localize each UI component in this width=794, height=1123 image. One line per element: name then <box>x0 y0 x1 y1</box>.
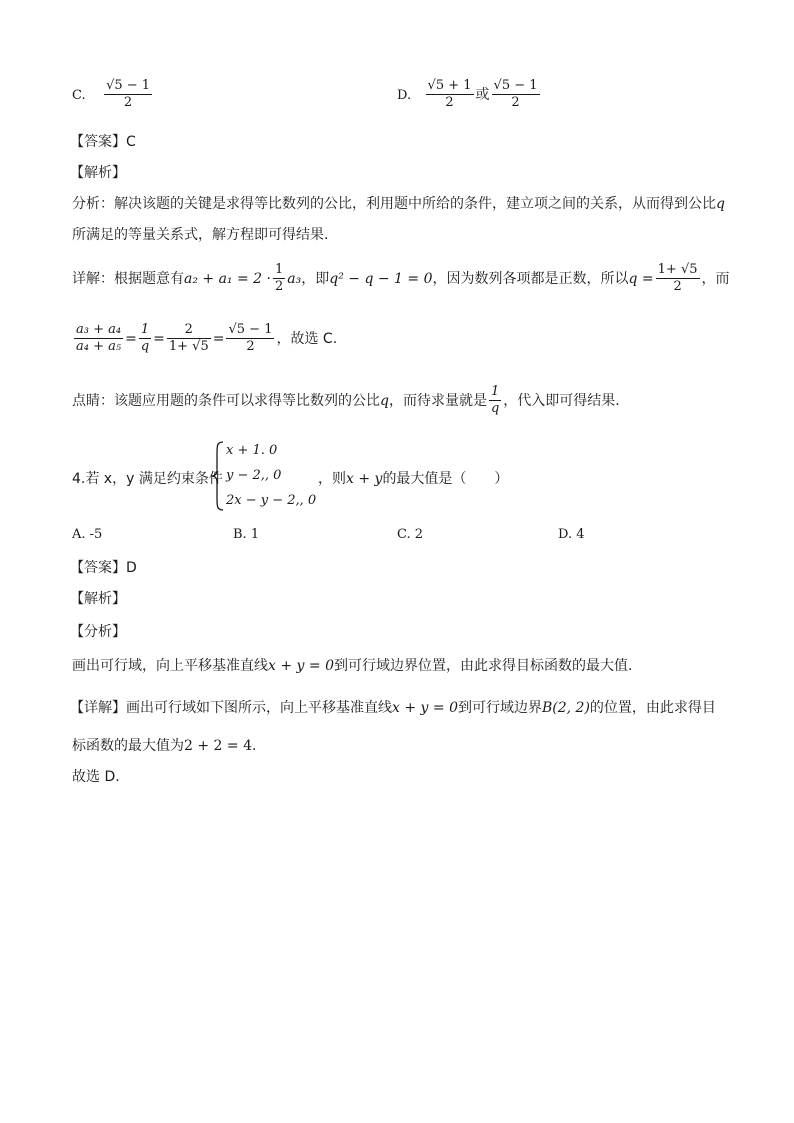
q3-comment-numerator: 1 <box>489 384 501 401</box>
q3-analysis-line-1 <box>72 193 725 213</box>
q4-detail-heading: 【详解】 <box>70 700 126 716</box>
q4-fenxi-text <box>72 655 632 675</box>
q3-two-over-fraction <box>167 322 211 356</box>
q4-stem-prefix: 4.若 x，y 满足约束条件 <box>72 471 223 487</box>
option-c-letter: C. <box>72 87 86 103</box>
q4-answer: 【答案】D <box>70 560 137 576</box>
q3-two-over-numerator: 2 <box>167 322 211 339</box>
option-d-numerator-2: √5 − 1 <box>492 78 540 95</box>
q3-detail-eq2: q² − q − 1 = 0 <box>329 270 433 287</box>
q3-detail-eq3-left: q = <box>628 270 654 287</box>
q3-detail-eq3-numerator: 1+ √5 <box>656 262 700 279</box>
q4-detail-line2-tail: . <box>251 738 257 754</box>
option-d-letter: D. <box>397 87 412 103</box>
q4-stem-tail-row <box>318 468 508 488</box>
q4-detail-line2-prefix: 标函数的最大值为 <box>72 738 184 754</box>
q4-stem-mid: ，则 <box>318 471 346 487</box>
option-c-row <box>72 78 154 112</box>
q3-detail-eq1-right: a₃ <box>287 270 302 287</box>
q3-result-denominator: 2 <box>246 339 255 355</box>
q4-analysis-heading: 【解析】 <box>70 591 126 607</box>
q4-fenxi-prefix: 画出可行域，向上平移基准直线 <box>72 658 268 674</box>
q3-detail-eq3-fraction <box>656 262 700 296</box>
q4-constraint-1: x + 1. 0 <box>226 443 278 458</box>
q3-answer: 【答案】C <box>70 134 136 150</box>
q4-stem-expression: x + y <box>346 471 383 487</box>
q3-one-over-q-denominator: q <box>140 339 150 355</box>
q4-detail-line: x + y = 0 <box>392 700 458 716</box>
q4-detail-line2-expr: 2 + 2 = 4 <box>184 738 252 754</box>
q3-one-over-q-fraction <box>139 322 151 356</box>
q4-fenxi-line: x + y = 0 <box>268 658 334 674</box>
q4-constraint-3: 2x − y − 2,, 0 <box>226 493 317 508</box>
option-d-denominator-2: 2 <box>511 95 520 111</box>
q3-comment <box>72 384 620 418</box>
option-c-numerator: √5 − 1 <box>104 78 152 95</box>
option-d-numerator-1: √5 + 1 <box>426 78 474 95</box>
q4-fenxi-heading: 【分析】 <box>70 624 126 640</box>
q4-option-b: B. 1 <box>233 527 260 542</box>
option-d-denominator-1: 2 <box>445 95 454 111</box>
q4-option-a: A. -5 <box>72 527 103 542</box>
option-d-fraction-1 <box>426 78 474 112</box>
option-c-fraction <box>104 78 152 112</box>
q3-analysis-q: q <box>716 196 725 212</box>
q3-detail-prefix: 详解：根据题意有 <box>72 270 184 287</box>
q3-detail-line-2-tail: ，故选 C. <box>276 330 338 347</box>
q3-detail-mid-2: ，因为数列各项都是正数，所以 <box>432 270 629 287</box>
option-c-denominator: 2 <box>123 95 133 111</box>
q4-detail-line-2 <box>72 735 256 755</box>
q3-comment-tail: ，代入即可得结果. <box>503 392 620 409</box>
q4-detail-tail: 的位置，由此求得目 <box>589 700 716 716</box>
q3-detail-eq3-denominator: 2 <box>673 279 682 295</box>
q4-final-choice: 故选 D. <box>72 769 120 785</box>
option-d-or: 或 <box>475 86 490 103</box>
q3-comment-denominator: q <box>490 401 500 417</box>
option-d-row <box>397 78 542 112</box>
left-brace-icon <box>211 440 225 516</box>
q3-detail-line-2: $\frac{\text{a₃ + a₄}}{\text{a₄ + a₅}}$ = $\frac{1}{q}$ = $\frac{2}{1+ √5}$ = $\frac{√5 - 1}{2}$ ，故选 C. <box>76 322 338 355</box>
q3-one-over-q-numerator: 1 <box>139 322 151 339</box>
q3-ratio-numerator: a₃ + a₄ <box>74 322 123 339</box>
q3-detail-eq1-fraction <box>273 262 285 296</box>
q4-detail-mid: 到可行域边界 <box>457 700 542 716</box>
q3-ratio-fraction <box>74 322 123 356</box>
q3-comment-mid: ，而待求量就是 <box>388 392 487 409</box>
q3-analysis-heading: 【解析】 <box>70 165 126 181</box>
q3-comment-fraction <box>489 384 501 418</box>
q3-detail-eq1-numerator: 1 <box>273 262 285 279</box>
q3-detail-eq1-denominator: 2 <box>275 279 284 295</box>
q3-detail-mid-1: ，即 <box>301 270 330 287</box>
q3-detail-line-1 <box>72 262 730 296</box>
q3-result-numerator: √5 − 1 <box>226 322 274 339</box>
q4-detail-line-1 <box>70 697 716 717</box>
q4-detail-point: B(2, 2) <box>541 700 590 716</box>
q3-result-fraction <box>226 322 274 356</box>
q3-detail-tail: ，而 <box>701 270 730 287</box>
q3-analysis-text: 分析：解决该题的关键是求得等比数列的公比，利用题中所给的条件，建立项之间的关系，从而得到公比 <box>72 196 716 212</box>
q3-comment-q: q <box>380 392 389 409</box>
q3-analysis-line-2: 所满足的等量关系式，解方程即可得结果. <box>72 227 329 243</box>
q4-constraint-2: y − 2,, 0 <box>226 468 282 483</box>
q3-detail-eq1-left: a₂ + a₁ = 2 · <box>184 270 271 287</box>
q4-detail-prefix: 画出可行域如下图所示，向上平移基准直线 <box>126 700 392 716</box>
q4-option-d: D. 4 <box>558 527 585 542</box>
q3-comment-prefix: 点睛：该题应用题的条件可以求得等比数列的公比 <box>72 392 380 409</box>
q3-two-over-denominator: 1+ √5 <box>168 339 209 355</box>
q3-ratio-denominator: a₄ + a₅ <box>76 339 122 355</box>
q4-fenxi-tail: 到可行域边界位置，由此求得目标函数的最大值. <box>333 658 633 674</box>
q4-stem-tail: 的最大值是（ ） <box>382 471 509 487</box>
option-d-fraction-2 <box>492 78 540 112</box>
q4-option-c: C. 2 <box>397 527 424 542</box>
